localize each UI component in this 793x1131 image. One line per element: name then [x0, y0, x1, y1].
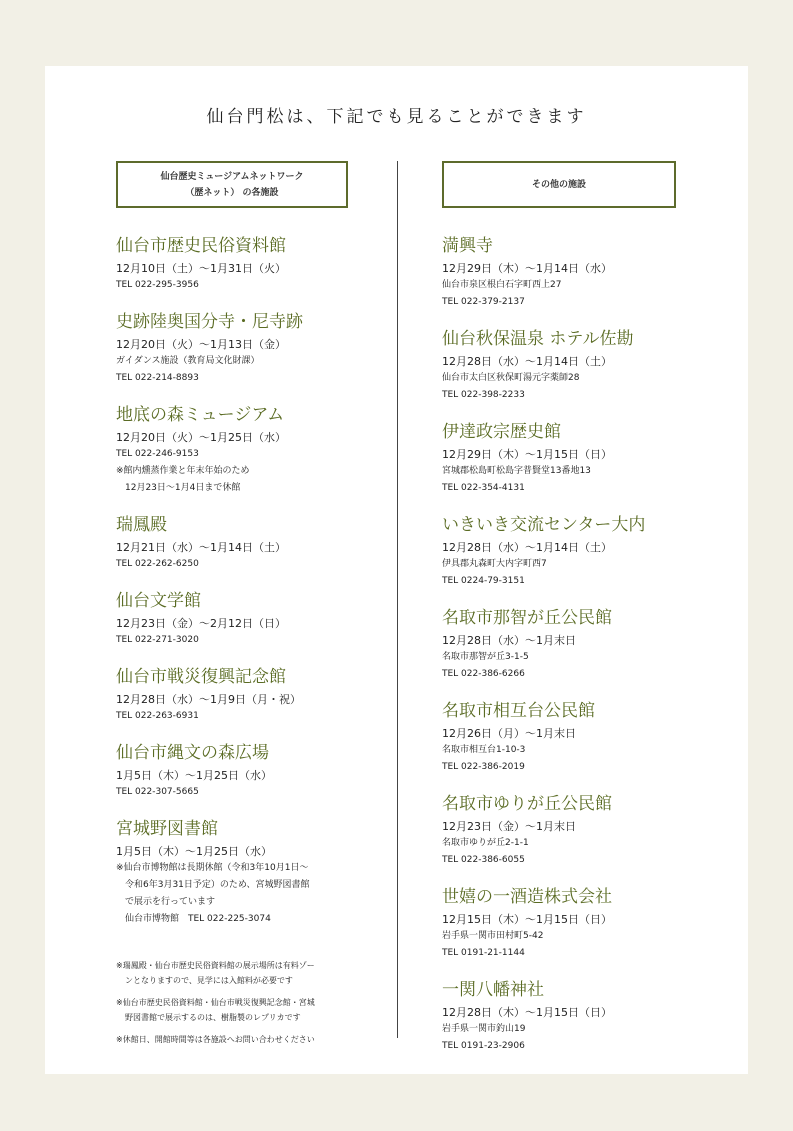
- venue-name: 仙台文学館: [116, 591, 201, 611]
- rekinet-header-line1: 仙台歴史ミュージアムネットワーク: [160, 171, 304, 182]
- venue-entry: [442, 514, 692, 590]
- venue-name: 仙台市縄文の森広場: [116, 743, 269, 763]
- venue-detail: 仙台市太白区秋保町湯元字薬師28: [442, 373, 580, 383]
- venue-entry: [442, 235, 692, 311]
- venue-dates: 12月23日（金）～1月末日: [442, 820, 576, 833]
- venue-phone: TEL 022-386-6266: [442, 669, 525, 679]
- venue-dates: 12月20日（火）～1月25日（水）: [116, 431, 286, 444]
- venue-note: 12月23日～1月4日まで休館: [125, 483, 241, 493]
- venue-entry: [116, 742, 366, 801]
- venue-entry: [442, 886, 692, 962]
- footnote-line: ※瑞鳳殿・仙台市歴史民俗資料館の展示場所は有料ゾー: [116, 961, 315, 970]
- venue-phone: TEL 0191-23-2906: [442, 1041, 525, 1051]
- venue-detail: 岩手県一関市釣山19: [442, 1024, 526, 1034]
- other-facilities-header-label: その他の施設: [531, 179, 586, 190]
- venue-dates: 12月20日（火）～1月13日（金）: [116, 338, 286, 351]
- venue-detail: 名取市ゆりが丘2-1-1: [442, 838, 529, 848]
- venue-phone: TEL 022-246-9153: [116, 449, 199, 459]
- venue-dates: 12月28日（水）～1月末日: [442, 634, 576, 647]
- venue-detail: ガイダンス施設（教育局文化財課）: [116, 356, 260, 366]
- venue-note: ※仙台市博物館は長期休館（令和3年10月1日～: [116, 863, 309, 873]
- venue-name: 瑞鳳殿: [116, 515, 167, 535]
- venue-name: 史跡陸奥国分寺・尼寺跡: [116, 312, 303, 332]
- venue-phone: TEL 0224-79-3151: [442, 576, 525, 586]
- venue-phone: TEL 022-386-6055: [442, 855, 525, 865]
- venue-name: 名取市ゆりが丘公民館: [442, 794, 612, 814]
- venue-phone: TEL 0191-21-1144: [442, 948, 525, 958]
- venue-note: で展示を行っています: [125, 897, 216, 907]
- other-venue-list: [442, 235, 692, 1055]
- venue-dates: 12月15日（木）～1月15日（日）: [442, 913, 612, 926]
- venue-phone: TEL 022-379-2137: [442, 297, 525, 307]
- venue-entry: [442, 328, 692, 404]
- venue-dates: 12月29日（木）～1月15日（日）: [442, 448, 612, 461]
- venue-entry: [116, 311, 366, 387]
- venue-phone: TEL 022-354-4131: [442, 483, 525, 493]
- rekinet-header-line2: （歴ネット） の各施設: [185, 187, 279, 198]
- venue-entry: [116, 818, 366, 928]
- footnote-line: ※休館日、開館時間等は各施設へお問い合わせください: [116, 1035, 315, 1044]
- rekinet-header-box: [116, 161, 348, 208]
- venue-detail: 伊具郡丸森町大内字町西7: [442, 559, 547, 569]
- footnote-line: 野図書館で展示するのは、樹脂製のレプリカです: [125, 1013, 301, 1022]
- venue-name: 仙台市戦災復興記念館: [116, 667, 286, 687]
- venue-entry: [442, 421, 692, 497]
- column-divider: [397, 161, 398, 1038]
- venue-phone: TEL 022-386-2019: [442, 762, 525, 772]
- rekinet-venue-list: [116, 235, 366, 928]
- footnote: [116, 958, 386, 988]
- venue-phone: TEL 022-307-5665: [116, 787, 199, 797]
- venue-dates: 12月10日（土）～1月31日（火）: [116, 262, 286, 275]
- venue-entry: [442, 700, 692, 776]
- venue-note: 令和6年3月31日予定）のため、宮城野図書館: [125, 880, 310, 890]
- venue-dates: 12月21日（水）～1月14日（土）: [116, 541, 286, 554]
- venue-name: 仙台市歴史民俗資料館: [116, 236, 286, 256]
- venue-detail: 名取市相互台1-10-3: [442, 745, 526, 755]
- venue-name: 名取市相互台公民館: [442, 701, 595, 721]
- venue-dates: 12月23日（金）～2月12日（日）: [116, 617, 286, 630]
- document-sheet: [45, 66, 748, 1074]
- venue-dates: 12月29日（木）～1月14日（水）: [442, 262, 612, 275]
- venue-phone: TEL 022-295-3956: [116, 280, 199, 290]
- venue-entry: [442, 979, 692, 1055]
- footnote-line: ※仙台市歴史民俗資料館・仙台市戦災復興記念館・宮城: [116, 998, 315, 1007]
- venue-name: 一関八幡神社: [442, 980, 544, 1000]
- venue-name: 満興寺: [442, 236, 493, 256]
- venue-phone: TEL 022-262-6250: [116, 559, 199, 569]
- venue-dates: 1月5日（木）～1月25日（水）: [116, 769, 272, 782]
- left-column: [116, 161, 366, 945]
- venue-detail: 名取市那智が丘3-1-5: [442, 652, 529, 662]
- venue-dates: 12月28日（水）～1月9日（月・祝）: [116, 693, 301, 706]
- venue-dates: 12月26日（月）～1月末日: [442, 727, 576, 740]
- footnote: [116, 1032, 386, 1047]
- venue-name: 地底の森ミュージアム: [116, 405, 285, 425]
- venue-name: 伊達政宗歴史館: [442, 422, 561, 442]
- venue-note: ※館内燻蒸作業と年末年始のため: [116, 466, 250, 476]
- venue-name: 宮城野図書館: [116, 819, 218, 839]
- venue-entry: [116, 404, 366, 497]
- venue-entry: [116, 235, 366, 294]
- venue-entry: [442, 793, 692, 869]
- venue-dates: 12月28日（水）～1月14日（土）: [442, 541, 612, 554]
- venue-detail: 岩手県一関市田村町5-42: [442, 931, 544, 941]
- page-title: 仙台門松は、下記でも見ることができます: [206, 107, 587, 127]
- venue-dates: 1月5日（木）～1月25日（水）: [116, 845, 272, 858]
- venue-name: 名取市那智が丘公民館: [442, 608, 612, 628]
- right-column: [442, 161, 692, 1072]
- footnote: [116, 995, 386, 1025]
- venue-phone: TEL 022-398-2233: [442, 390, 525, 400]
- other-facilities-header-box: [442, 161, 676, 208]
- venue-name: 世嬉の一酒造株式会社: [442, 887, 612, 907]
- venue-entry: [442, 607, 692, 683]
- venue-entry: [116, 666, 366, 725]
- venue-phone: TEL 022-214-8893: [116, 373, 199, 383]
- footnotes: [116, 958, 386, 1054]
- venue-note: 仙台市博物館 TEL 022-225-3074: [125, 914, 271, 924]
- venue-phone: TEL 022-271-3020: [116, 635, 199, 645]
- venue-detail: 宮城郡松島町松島字普賢堂13番地13: [442, 466, 591, 476]
- footnote-line: ンとなりますので、見学には入館料が必要です: [125, 976, 293, 985]
- venue-detail: 仙台市泉区根白石字町西上27: [442, 280, 562, 290]
- venue-name: いきいき交流センター大内: [442, 515, 646, 535]
- venue-entry: [116, 590, 366, 649]
- venue-dates: 12月28日（木）～1月15日（日）: [442, 1006, 612, 1019]
- venue-phone: TEL 022-263-6931: [116, 711, 199, 721]
- venue-entry: [116, 514, 366, 573]
- venue-name: 仙台秋保温泉 ホテル佐勘: [442, 329, 634, 349]
- venue-dates: 12月28日（水）～1月14日（土）: [442, 355, 612, 368]
